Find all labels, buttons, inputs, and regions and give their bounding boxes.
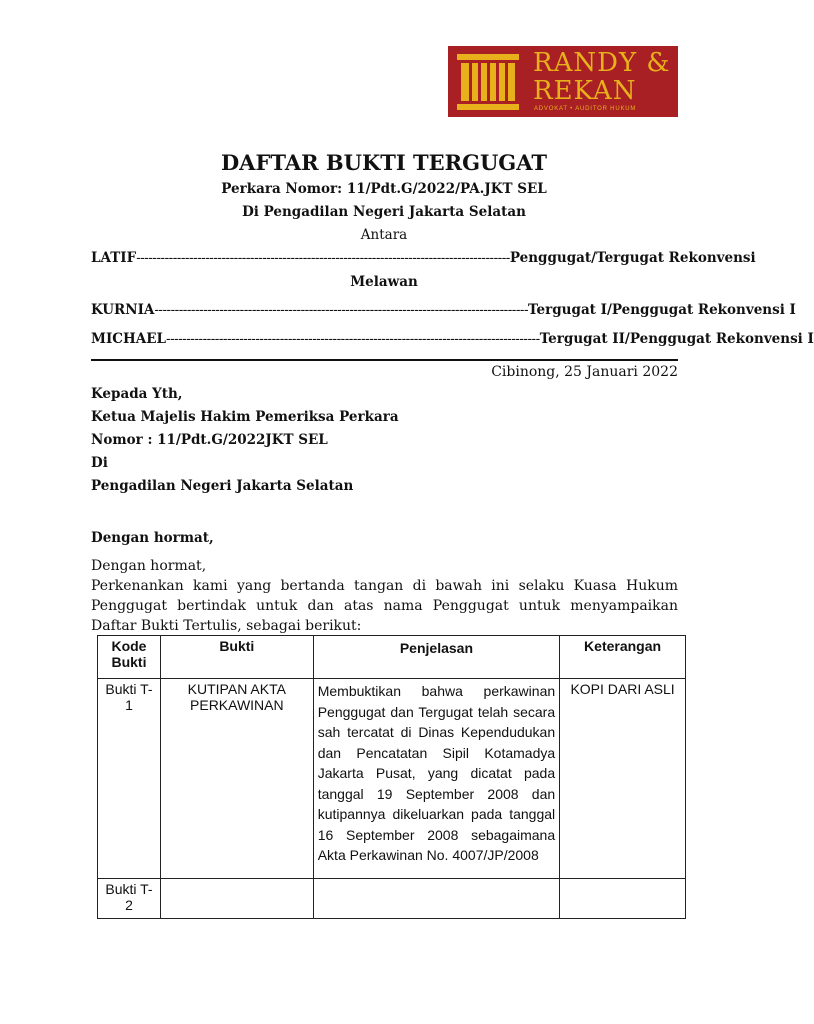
party-role: Penggugat/Tergugat Rekonvensi bbox=[509, 250, 756, 266]
cell-bukti: KUTIPAN AKTA PERKAWINAN bbox=[160, 679, 313, 879]
document-date: Cibinong, 25 Januari 2022 bbox=[491, 364, 678, 380]
address-line2: Ketua Majelis Hakim Pemeriksa Perkara bbox=[91, 409, 399, 425]
case-number: Perkara Nomor: 11/Pdt.G/2022/PA.JKT SEL bbox=[221, 181, 547, 197]
logo-name-line1: RANDY & bbox=[533, 48, 671, 78]
cell-penjelasan: Membuktikan bahwa perkawinan Penggugat dan Tergugat telah secara sah tercatat di Dinas Kependudukan dan Pencatatan Sipil Kotamadya Jakarta Pusat, yang dicatat pada tanggal 19 September 2008 dan kutipannya dikeluarkan pada tanggal 16 September 2008 sebagaimana Akta Perkawinan No. 4007/JP/2008 bbox=[313, 679, 559, 879]
address-line1: Kepada Yth, bbox=[91, 386, 183, 402]
party-dashes: -------------------------------------------------------------------------------------------- bbox=[166, 331, 540, 347]
address-line4: Di bbox=[91, 455, 108, 471]
party-name: MICHAEL bbox=[91, 331, 167, 347]
cell-kode: Bukti T-2 bbox=[98, 879, 161, 919]
party-role: Tergugat II/Penggugat Rekonvensi I bbox=[539, 331, 814, 347]
salutation-bold: Dengan hormat, bbox=[91, 530, 214, 546]
header-kode: Kode Bukti bbox=[98, 636, 161, 679]
table-header-row bbox=[98, 636, 686, 679]
intro-paragraph: Perkenankan kami yang bertanda tangan di bawah ini selaku Kuasa Hukum Penggugat bertindak untuk dan atas nama Penggugat untuk menyampaikan Daftar Bukti Tertulis, sebagai berikut: bbox=[91, 578, 678, 634]
firm-logo bbox=[448, 46, 678, 117]
table-row bbox=[98, 879, 686, 919]
cell-kode: Bukti T-1 bbox=[98, 679, 161, 879]
address-line5: Pengadilan Negeri Jakarta Selatan bbox=[91, 478, 354, 494]
party-kurnia bbox=[91, 302, 796, 318]
header-penjelasan: Penjelasan bbox=[313, 636, 559, 679]
party-dashes: -------------------------------------------------------------------------------------------- bbox=[154, 302, 529, 318]
court-name: Di Pengadilan Negeri Jakarta Selatan bbox=[242, 204, 526, 220]
header-bukti: Bukti bbox=[160, 636, 313, 679]
cell-keterangan bbox=[560, 879, 686, 919]
party-name: KURNIA bbox=[91, 302, 155, 318]
columns-icon bbox=[457, 54, 519, 110]
address-line3: Nomor : 11/Pdt.G/2022JKT SEL bbox=[91, 432, 328, 448]
logo-tagline: ADVOKAT • AUDITOR HUKUM bbox=[534, 106, 637, 112]
evidence-table bbox=[97, 635, 686, 919]
header-keterangan: Keterangan bbox=[560, 636, 686, 679]
party-dashes: -------------------------------------------------------------------------------------------- bbox=[136, 250, 510, 266]
party-michael bbox=[91, 331, 814, 347]
cell-keterangan: KOPI DARI ASLI bbox=[560, 679, 686, 879]
document-title: DAFTAR BUKTI TERGUGAT bbox=[220, 150, 548, 175]
cell-penjelasan bbox=[313, 879, 559, 919]
table-row bbox=[98, 679, 686, 879]
antara-label: Antara bbox=[360, 227, 408, 243]
melawan-label: Melawan bbox=[350, 274, 418, 290]
cell-bukti bbox=[160, 879, 313, 919]
party-role: Tergugat I/Penggugat Rekonvensi I bbox=[528, 302, 796, 318]
party-name: LATIF bbox=[91, 250, 137, 266]
divider bbox=[91, 359, 678, 361]
logo-name-line2: REKAN bbox=[533, 76, 637, 106]
party-latif bbox=[91, 250, 756, 266]
salutation: Dengan hormat, bbox=[91, 558, 207, 574]
